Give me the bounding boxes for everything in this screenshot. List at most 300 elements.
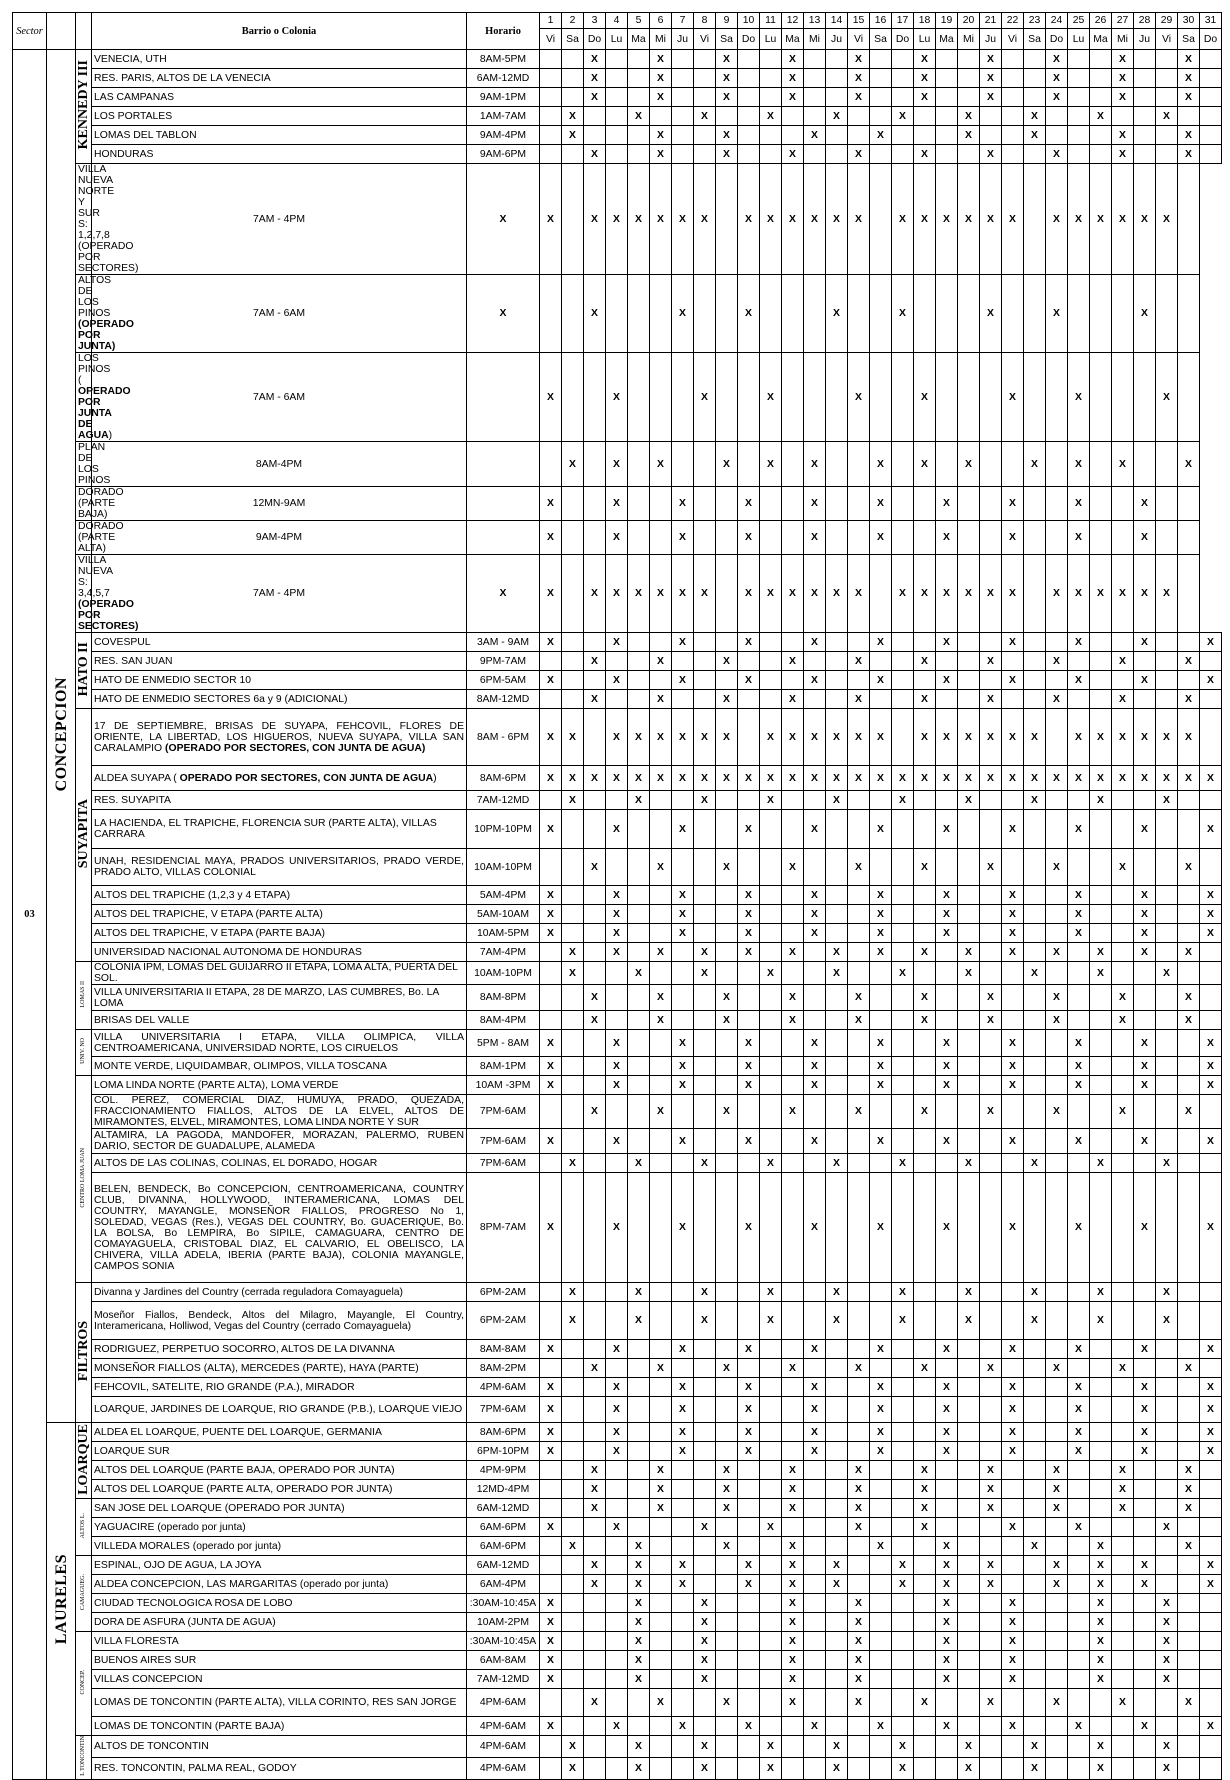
day-cell: [672, 50, 694, 69]
day-cell: [1156, 1030, 1178, 1057]
day-cell: [958, 1129, 980, 1154]
day-cell: X: [1200, 633, 1222, 652]
day-cell: [1178, 1518, 1200, 1537]
day-cell: [804, 1359, 826, 1378]
day-cell: X: [782, 1011, 804, 1030]
horario-value: 6AM-12MD: [467, 1499, 540, 1518]
day-cell: [584, 671, 606, 690]
table-row: [13, 1302, 1222, 1340]
day-cell: X: [936, 1613, 958, 1632]
day-cell: [892, 1689, 914, 1717]
day-cell: [1002, 1480, 1024, 1499]
day-cell: X: [1046, 1480, 1068, 1499]
day-cell: [936, 1757, 958, 1779]
day-cell: [1002, 791, 1024, 810]
day-cell: [1090, 652, 1112, 671]
day-cell: [1134, 1302, 1156, 1340]
barrio-name: [76, 275, 134, 353]
day-cell: [760, 1057, 782, 1076]
horario-value: 8AM-8AM: [467, 1340, 540, 1359]
day-cell: [1200, 1095, 1222, 1129]
day-cell: [958, 1556, 980, 1575]
day-cell: [628, 1340, 650, 1359]
day-cell: [562, 652, 584, 671]
day-cell: [1200, 652, 1222, 671]
horario-value: 8AM-12MD: [467, 690, 540, 709]
day-cell: [980, 671, 1002, 690]
day-cell: X: [1024, 1757, 1046, 1779]
day-cell: X: [694, 164, 716, 275]
day-cell: [958, 690, 980, 709]
barrio-note: (OPERADO POR SECTORES): [78, 599, 139, 632]
day-cell: [826, 671, 848, 690]
day-cell: [1090, 1423, 1112, 1442]
day-cell: [848, 671, 870, 690]
day-cell: [980, 1613, 1002, 1632]
day-cell: X: [1200, 1378, 1222, 1397]
table-row: [13, 791, 1222, 810]
day-cell: X: [562, 107, 584, 126]
day-cell: X: [1068, 353, 1090, 442]
day-cell: [606, 107, 628, 126]
day-cell: X: [892, 164, 914, 275]
table-row: [13, 810, 1222, 849]
table-row: [13, 1689, 1222, 1717]
day-cell: [1112, 1736, 1134, 1758]
day-cell: [650, 791, 672, 810]
day-cell: X: [1156, 962, 1178, 985]
day-cell: [716, 1076, 738, 1095]
day-cell: X: [650, 1689, 672, 1717]
day-cell: [1156, 671, 1178, 690]
day-cell: [1024, 555, 1046, 633]
day-number: 26: [1090, 13, 1112, 29]
day-cell: X: [1200, 1030, 1222, 1057]
day-cell: [760, 943, 782, 962]
day-cell: [1046, 353, 1068, 442]
day-cell: [760, 1423, 782, 1442]
day-cell: [892, 353, 914, 442]
day-cell: [1090, 1518, 1112, 1537]
day-cell: [1046, 1594, 1068, 1613]
day-cell: X: [1112, 145, 1134, 164]
day-cell: [540, 849, 562, 886]
day-cell: [826, 1717, 848, 1736]
barrio-text: LA HACIENDA, EL TRAPICHE, FLORENCIA SUR (PARTE ALTA), VILLAS CARRARA: [94, 818, 437, 840]
day-cell: [628, 633, 650, 652]
day-cell: [980, 126, 1002, 145]
day-cell: [1112, 1302, 1134, 1340]
day-cell: X: [1200, 810, 1222, 849]
day-cell: [738, 1011, 760, 1030]
day-cell: [694, 1442, 716, 1461]
barrio-text: LOMAS DE TONCONTIN (PARTE ALTA), VILLA CORINTO, RES SAN JORGE: [94, 1697, 457, 1708]
day-cell: [848, 1057, 870, 1076]
day-cell: [650, 924, 672, 943]
day-cell: X: [606, 943, 628, 962]
day-cell: [804, 107, 826, 126]
table-row: [13, 1717, 1222, 1736]
day-cell: X: [562, 709, 584, 766]
day-cell: [936, 1302, 958, 1340]
day-cell: X: [1134, 1340, 1156, 1359]
day-cell: X: [650, 50, 672, 69]
day-cell: [694, 145, 716, 164]
day-cell: [1090, 1499, 1112, 1518]
day-cell: [1046, 107, 1068, 126]
day-cell: X: [1024, 1283, 1046, 1302]
day-cell: [1200, 126, 1222, 145]
day-cell: [1200, 1283, 1222, 1302]
table-row: [13, 1537, 1222, 1556]
day-cell: [1156, 487, 1178, 521]
day-cell: X: [716, 442, 738, 487]
day-cell: [826, 849, 848, 886]
horario-value: 6PM-10PM: [467, 1442, 540, 1461]
day-cell: X: [1068, 1030, 1090, 1057]
subzone-label: LOMAS II: [80, 980, 86, 1008]
day-cell: X: [1090, 1670, 1112, 1689]
day-cell: X: [848, 1095, 870, 1129]
day-cell: X: [672, 924, 694, 943]
day-cell: [1178, 275, 1200, 353]
day-cell: [1134, 1757, 1156, 1779]
day-cell: [760, 521, 782, 555]
day-cell: X: [826, 1575, 848, 1594]
day-cell: [540, 1537, 562, 1556]
day-cell: X: [1068, 633, 1090, 652]
day-cell: X: [936, 1340, 958, 1359]
day-cell: X: [848, 555, 870, 633]
day-cell: X: [716, 50, 738, 69]
day-cell: X: [606, 1340, 628, 1359]
day-cell: X: [1090, 791, 1112, 810]
day-cell: X: [1090, 1154, 1112, 1173]
day-cell: X: [826, 1736, 848, 1758]
day-cell: X: [936, 886, 958, 905]
day-cell: X: [540, 766, 562, 791]
day-cell: [694, 1689, 716, 1717]
day-cell: [716, 521, 738, 555]
day-cell: [760, 1461, 782, 1480]
day-cell: X: [870, 766, 892, 791]
day-cell: [848, 1556, 870, 1575]
day-cell: X: [958, 1757, 980, 1779]
day-cell: [958, 1594, 980, 1613]
day-cell: [628, 487, 650, 521]
day-cell: [1024, 1480, 1046, 1499]
day-cell: [1178, 1556, 1200, 1575]
day-cell: X: [980, 1556, 1002, 1575]
day-cell: [672, 1594, 694, 1613]
day-cell: X: [760, 442, 782, 487]
day-cell: [1024, 1423, 1046, 1442]
day-cell: [716, 1575, 738, 1594]
day-name: Do: [738, 29, 760, 50]
day-cell: [1178, 353, 1200, 442]
day-cell: [782, 1378, 804, 1397]
day-cell: [1200, 145, 1222, 164]
day-cell: [1134, 1095, 1156, 1129]
day-cell: [892, 1499, 914, 1518]
day-cell: [760, 1670, 782, 1689]
barrio-text: FEHCOVIL, SATELITE, RIO GRANDE (P.A.), MIRADOR: [94, 1381, 355, 1393]
day-cell: [1134, 652, 1156, 671]
day-cell: [1046, 1154, 1068, 1173]
day-cell: X: [782, 1556, 804, 1575]
day-cell: X: [606, 521, 628, 555]
day-cell: [1002, 690, 1024, 709]
day-cell: X: [716, 69, 738, 88]
barrio-name: [92, 1480, 467, 1499]
day-cell: [1068, 1095, 1090, 1129]
day-cell: [694, 50, 716, 69]
day-cell: [980, 905, 1002, 924]
day-cell: [584, 1397, 606, 1423]
day-cell: X: [716, 145, 738, 164]
barrio-name: [92, 69, 467, 88]
day-cell: [936, 145, 958, 164]
day-cell: X: [672, 1423, 694, 1442]
day-cell: X: [738, 1378, 760, 1397]
day-cell: [562, 1129, 584, 1154]
day-cell: [694, 521, 716, 555]
day-cell: [958, 50, 980, 69]
day-cell: X: [562, 1154, 584, 1173]
day-cell: X: [870, 1076, 892, 1095]
barrio-text: DORA DE ASFURA (JUNTA DE AGUA): [94, 1616, 276, 1628]
day-cell: [540, 107, 562, 126]
day-cell: X: [540, 810, 562, 849]
day-cell: X: [694, 1757, 716, 1779]
day-cell: X: [1200, 766, 1222, 791]
day-cell: X: [1068, 521, 1090, 555]
day-cell: [562, 353, 584, 442]
day-cell: [1178, 1717, 1200, 1736]
table-row: [13, 905, 1222, 924]
day-cell: X: [606, 1378, 628, 1397]
day-cell: X: [914, 985, 936, 1011]
day-cell: [870, 353, 892, 442]
day-cell: [738, 791, 760, 810]
day-cell: [804, 1154, 826, 1173]
day-cell: X: [870, 709, 892, 766]
day-cell: [628, 69, 650, 88]
day-cell: X: [892, 791, 914, 810]
day-cell: [1046, 442, 1068, 487]
day-cell: [914, 1076, 936, 1095]
day-cell: X: [1002, 886, 1024, 905]
day-cell: X: [760, 1757, 782, 1779]
horario-value: 7AM-4PM: [467, 943, 540, 962]
day-cell: [892, 985, 914, 1011]
day-cell: X: [804, 1129, 826, 1154]
day-cell: X: [650, 1011, 672, 1030]
day-cell: [1112, 353, 1134, 442]
barrio-tail: ): [108, 430, 113, 441]
day-cell: [870, 1670, 892, 1689]
day-cell: X: [958, 943, 980, 962]
day-cell: [1046, 633, 1068, 652]
day-cell: [1068, 1302, 1090, 1340]
day-cell: [760, 126, 782, 145]
day-cell: [672, 1302, 694, 1340]
day-cell: X: [980, 690, 1002, 709]
day-cell: X: [584, 1359, 606, 1378]
day-cell: [980, 791, 1002, 810]
day-cell: X: [914, 766, 936, 791]
barrio-name: [92, 652, 467, 671]
day-cell: X: [1156, 164, 1178, 275]
day-cell: [694, 671, 716, 690]
day-name: Sa: [1178, 29, 1200, 50]
day-cell: [650, 1442, 672, 1461]
barrio-name: [92, 671, 467, 690]
day-cell: [584, 1594, 606, 1613]
day-cell: [584, 1518, 606, 1537]
day-cell: [540, 1095, 562, 1129]
day-cell: [1134, 69, 1156, 88]
day-cell: [958, 1613, 980, 1632]
day-cell: [826, 1423, 848, 1442]
day-cell: [672, 943, 694, 962]
day-cell: [892, 1011, 914, 1030]
day-cell: [1024, 50, 1046, 69]
day-cell: [980, 1154, 1002, 1173]
day-cell: X: [936, 633, 958, 652]
day-cell: X: [716, 1480, 738, 1499]
day-cell: [1134, 50, 1156, 69]
day-cell: X: [804, 1057, 826, 1076]
horario-value: 8AM - 6PM: [467, 709, 540, 766]
day-cell: X: [980, 145, 1002, 164]
day-cell: X: [738, 810, 760, 849]
day-cell: [584, 633, 606, 652]
day-cell: [892, 442, 914, 487]
day-cell: X: [1134, 521, 1156, 555]
day-cell: X: [1002, 943, 1024, 962]
day-cell: [606, 1594, 628, 1613]
day-cell: [936, 1499, 958, 1518]
day-cell: [1156, 1378, 1178, 1397]
day-cell: [716, 633, 738, 652]
day-cell: X: [1156, 1302, 1178, 1340]
day-cell: X: [980, 1359, 1002, 1378]
day-name: Mi: [1112, 29, 1134, 50]
table-row: [13, 690, 1222, 709]
day-cell: [1156, 1499, 1178, 1518]
day-cell: X: [1046, 1095, 1068, 1129]
day-cell: [870, 690, 892, 709]
day-cell: X: [760, 1154, 782, 1173]
day-cell: [1178, 924, 1200, 943]
day-cell: [1024, 1651, 1046, 1670]
day-cell: X: [562, 1283, 584, 1302]
day-cell: [738, 709, 760, 766]
day-cell: [870, 962, 892, 985]
day-cell: [958, 1499, 980, 1518]
day-cell: X: [1156, 1283, 1178, 1302]
day-cell: [716, 1283, 738, 1302]
day-cell: X: [848, 1613, 870, 1632]
day-cell: [826, 633, 848, 652]
day-cell: X: [870, 1717, 892, 1736]
day-number: 22: [1002, 13, 1024, 29]
day-cell: X: [1112, 69, 1134, 88]
day-cell: [892, 1397, 914, 1423]
day-cell: [672, 1283, 694, 1302]
day-cell: [650, 1556, 672, 1575]
day-cell: [980, 1537, 1002, 1556]
day-cell: [914, 1651, 936, 1670]
day-cell: X: [562, 766, 584, 791]
day-cell: X: [892, 1556, 914, 1575]
day-name: Ma: [782, 29, 804, 50]
day-cell: X: [1002, 905, 1024, 924]
day-cell: [628, 690, 650, 709]
table-row: [13, 849, 1222, 886]
day-cell: [562, 1442, 584, 1461]
day-cell: X: [1002, 1076, 1024, 1095]
day-cell: X: [540, 633, 562, 652]
barrio-name: [92, 690, 467, 709]
day-cell: [914, 1397, 936, 1423]
day-cell: [628, 1095, 650, 1129]
day-cell: [672, 145, 694, 164]
day-cell: X: [892, 1736, 914, 1758]
day-cell: [1024, 1556, 1046, 1575]
day-cell: X: [804, 1340, 826, 1359]
day-cell: [467, 353, 540, 442]
day-cell: [562, 1011, 584, 1030]
day-cell: X: [672, 1442, 694, 1461]
day-cell: [782, 275, 804, 353]
day-cell: [782, 905, 804, 924]
barrio-text: DORADO (PARTE BAJA): [78, 487, 124, 520]
day-cell: [606, 50, 628, 69]
day-cell: X: [1068, 1129, 1090, 1154]
day-cell: X: [804, 164, 826, 275]
day-cell: [1024, 690, 1046, 709]
day-cell: [716, 555, 738, 633]
day-cell: [1200, 1518, 1222, 1537]
day-cell: [1112, 1757, 1134, 1779]
day-cell: [1112, 1076, 1134, 1095]
day-cell: [914, 924, 936, 943]
day-cell: [1046, 1442, 1068, 1461]
day-cell: [958, 1397, 980, 1423]
day-cell: [848, 1378, 870, 1397]
day-cell: X: [936, 905, 958, 924]
day-cell: X: [1024, 1302, 1046, 1340]
day-cell: [848, 1030, 870, 1057]
day-cell: [1068, 1594, 1090, 1613]
day-cell: [870, 1499, 892, 1518]
barrio-name: [92, 107, 467, 126]
day-cell: [694, 633, 716, 652]
day-cell: [870, 1011, 892, 1030]
day-cell: [1200, 1632, 1222, 1651]
day-cell: X: [738, 1575, 760, 1594]
day-cell: [936, 69, 958, 88]
day-cell: [628, 126, 650, 145]
day-cell: X: [826, 1283, 848, 1302]
day-cell: [1068, 1461, 1090, 1480]
day-cell: [782, 1076, 804, 1095]
barrio-name: [76, 353, 131, 442]
day-cell: [628, 1689, 650, 1717]
day-cell: X: [1178, 50, 1200, 69]
